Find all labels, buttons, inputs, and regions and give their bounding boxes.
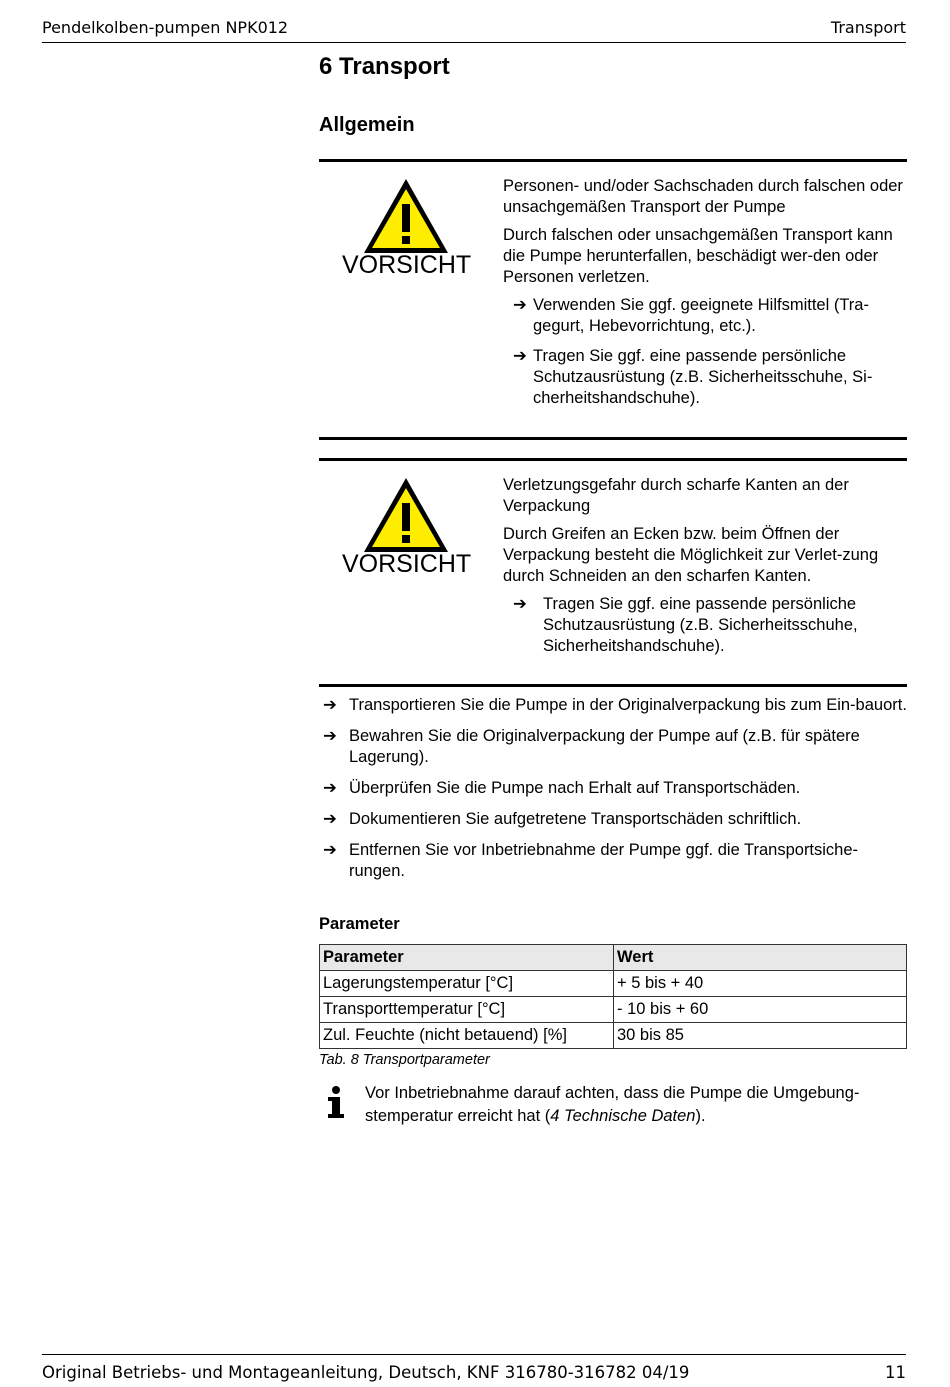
- section-title: Allgemein: [319, 114, 415, 136]
- instruction-step: [319, 840, 907, 882]
- footer-document-info: Original Betriebs- und Montageanleitung, Deutsch, KNF 316780-316782 04/19: [42, 1363, 690, 1382]
- table-row: [320, 1023, 907, 1049]
- table-caption: Tab. 8 Transportparameter: [319, 1052, 490, 1068]
- transport-parameter-table: [319, 944, 907, 1049]
- warning-triangle-icon: [361, 475, 451, 555]
- arrow-icon: ➔: [323, 810, 337, 828]
- table-row: [320, 971, 907, 997]
- warning-action: [503, 594, 903, 657]
- warning-action-text: Tragen Sie ggf. eine passende persönliche Schutzausrüstung (z.B. Sicherheitsschuhe, Sicherheitshandschuhe).: [543, 595, 858, 655]
- warning-text: [503, 176, 903, 418]
- warning-description: Durch falschen oder unsachgemäßen Transport kann die Pumpe herunterfallen, beschädigt wer-den oder Personen verletzen.: [503, 226, 893, 286]
- cross-reference-link[interactable]: 4 Technische Daten: [550, 1107, 696, 1125]
- header-section-title: Transport: [830, 18, 906, 37]
- warning-text: [503, 475, 903, 666]
- header-document-title: Pendelkolben-pumpen NPK012: [42, 18, 289, 37]
- instruction-text: Dokumentieren Sie aufgetretene Transportschäden schriftlich.: [349, 810, 802, 828]
- arrow-icon: ➔: [513, 595, 527, 613]
- table-row: [320, 997, 907, 1023]
- table-header-row: [320, 945, 907, 971]
- arrow-icon: ➔: [323, 727, 337, 745]
- instruction-text: Überprüfen Sie die Pumpe nach Erhalt auf Transportschäden.: [349, 779, 801, 797]
- table-cell: Zul. Feuchte (nicht betauend) [%]: [320, 1023, 614, 1049]
- chapter-title: 6 Transport: [319, 53, 450, 80]
- column-header: Wert: [614, 945, 907, 971]
- arrow-icon: ➔: [513, 296, 527, 314]
- warning-action-text: Verwenden Sie ggf. geeignete Hilfsmittel (Tra-gegurt, Hebevorrichtung, etc.).: [533, 296, 869, 335]
- note-text-main: Vor Inbetriebnahme darauf achten, dass die Pumpe die Umgebung-stemperatur erreicht hat (: [365, 1084, 860, 1125]
- page-footer: [42, 1354, 906, 1382]
- table-cell: Lagerungstemperatur [°C]: [320, 971, 614, 997]
- instruction-list: [319, 684, 907, 892]
- warning-triangle-icon: [361, 176, 451, 256]
- arrow-icon: ➔: [323, 779, 337, 797]
- instruction-text: Bewahren Sie die Originalverpackung der Pumpe auf (z.B. für spätere Lagerung).: [349, 727, 860, 766]
- signal-word: VORSICHT: [342, 251, 472, 279]
- page-header: [42, 16, 906, 43]
- warning-heading: Personen- und/oder Sachschaden durch falschen oder unsachgemäßen Transport der Pumpe: [503, 177, 903, 216]
- arrow-icon: ➔: [513, 347, 527, 365]
- warning-action-text: Tragen Sie ggf. eine passende persönliche Schutzausrüstung (z.B. Sicherheitsschuhe, Si-cherheitshandschuhe).: [533, 347, 873, 407]
- table-cell: + 5 bis + 40: [614, 971, 907, 997]
- main-content: [319, 52, 907, 1125]
- note-text-end: ).: [695, 1107, 706, 1125]
- page-number: 11: [885, 1363, 906, 1382]
- info-icon: [325, 1086, 347, 1120]
- table-cell: 30 bis 85: [614, 1023, 907, 1049]
- warning-action: [503, 295, 903, 337]
- instruction-text: Entfernen Sie vor Inbetriebnahme der Pumpe ggf. die Transportsiche-rungen.: [349, 841, 859, 880]
- arrow-icon: ➔: [323, 696, 337, 714]
- parameter-heading: Parameter: [319, 915, 400, 933]
- instruction-step: [319, 726, 907, 768]
- warning-box: [319, 159, 907, 440]
- instruction-step: [319, 778, 907, 799]
- instruction-text: Transportieren Sie die Pumpe in der Originalverpackung bis zum Ein-bauort.: [349, 696, 907, 714]
- instruction-step: [319, 695, 907, 716]
- instruction-step: [319, 809, 907, 830]
- column-header: Parameter: [320, 945, 614, 971]
- table-cell: Transporttemperatur [°C]: [320, 997, 614, 1023]
- table-cell: - 10 bis + 60: [614, 997, 907, 1023]
- warning-box: [319, 458, 907, 686]
- arrow-icon: ➔: [323, 841, 337, 859]
- warning-action: [503, 346, 903, 409]
- signal-word: VORSICHT: [342, 550, 472, 578]
- note-text: [365, 1082, 905, 1128]
- warning-description: Durch Greifen an Ecken bzw. beim Öffnen der Verpackung besteht die Möglichkeit zur Verlet-zung durch Schneiden an den scharfen Kanten.: [503, 525, 879, 585]
- warning-heading: Verletzungsgefahr durch scharfe Kanten an der Verpackung: [503, 476, 849, 515]
